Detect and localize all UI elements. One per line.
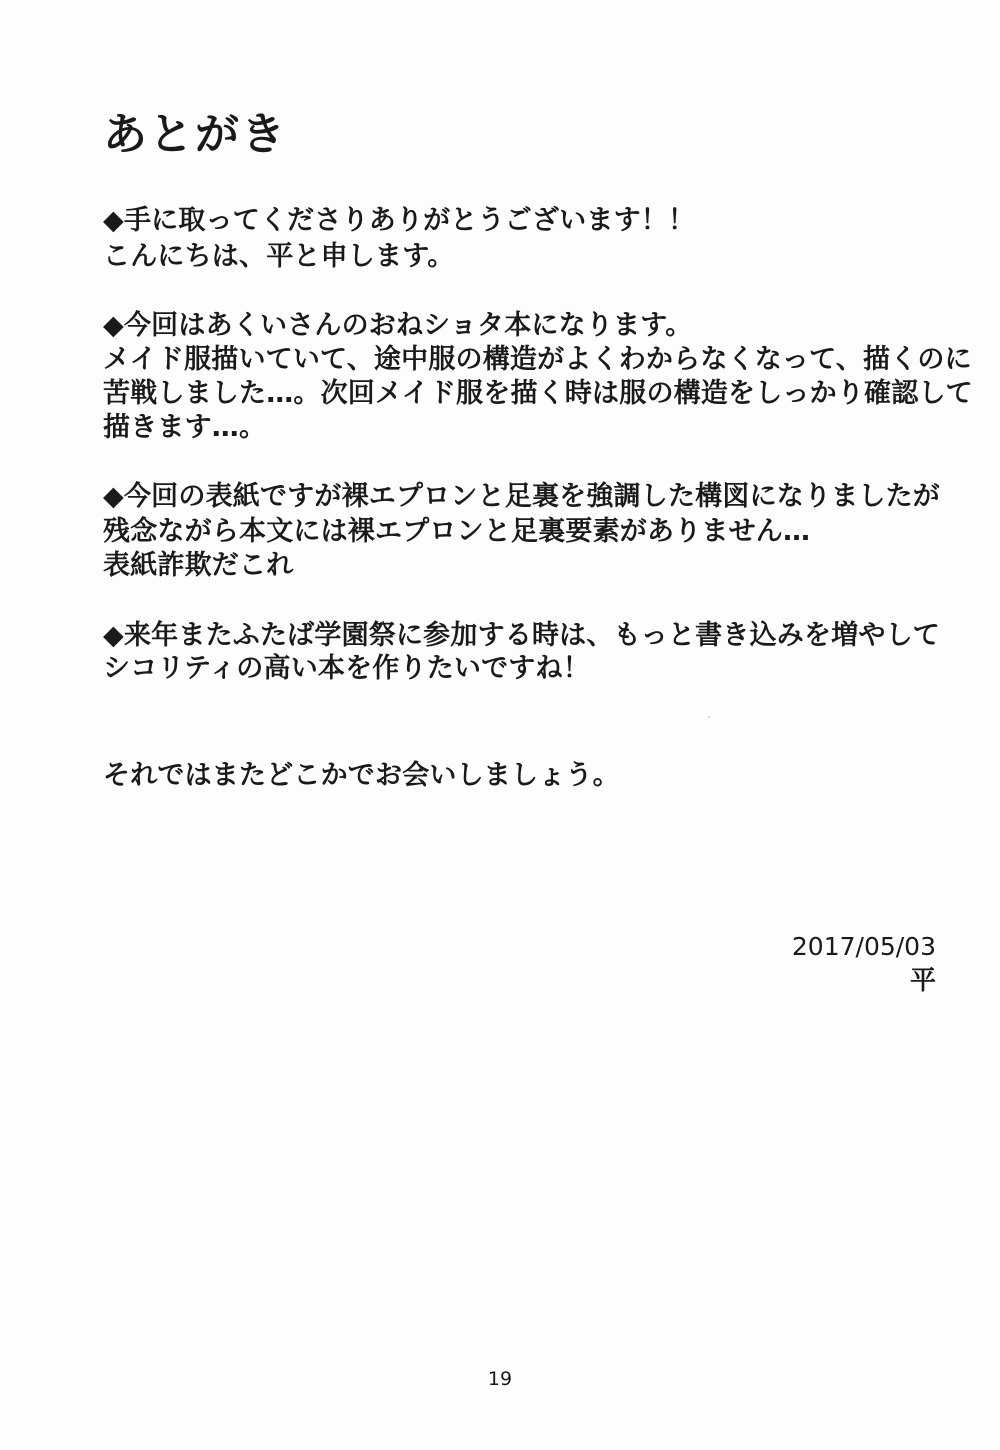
paragraph-3-line-1: ◆今回の表紙ですが裸エプロンと足裏を強調した構図になりましたが	[103, 481, 940, 512]
signature-name: 平	[909, 966, 936, 996]
paragraph-4-line-2: シコリティの高い本を作りたいですね！	[103, 653, 590, 684]
paragraph-3-line-3: 表紙詐欺だこれ	[103, 550, 294, 581]
paragraph-4-line-1: ◆来年またふたば学園祭に参加する時は、もっと書き込みを増やして	[103, 620, 940, 651]
page-number: 19	[487, 1368, 513, 1390]
paragraph-3-line-2: 残念ながら本文には裸エプロンと足裏要素がありません…	[103, 516, 811, 547]
paragraph-1-line-2: こんにちは、平と申します。	[103, 241, 455, 272]
signature-date: 2017/05/03	[791, 932, 936, 961]
page-title: あとがき	[103, 109, 287, 160]
paragraph-2-line-2: メイド服描いていて、途中服の構造がよくわからなくなって、描くのに	[103, 344, 972, 375]
paragraph-1-line-1: ◆手に取ってくださりありがとうございます！！	[103, 205, 696, 236]
paragraph-2-line-3: 苦戦しました…。次回メイド服を描く時は服の構造をしっかり確認して	[103, 378, 973, 409]
paragraph-2-line-4: 描きます…。	[103, 412, 267, 443]
closing-line: それではまたどこかでお会いしましょう。	[103, 760, 620, 791]
paper-speck	[708, 716, 710, 718]
paragraph-2-line-1: ◆今回はあくいさんのおねショタ本になります。	[103, 310, 693, 341]
